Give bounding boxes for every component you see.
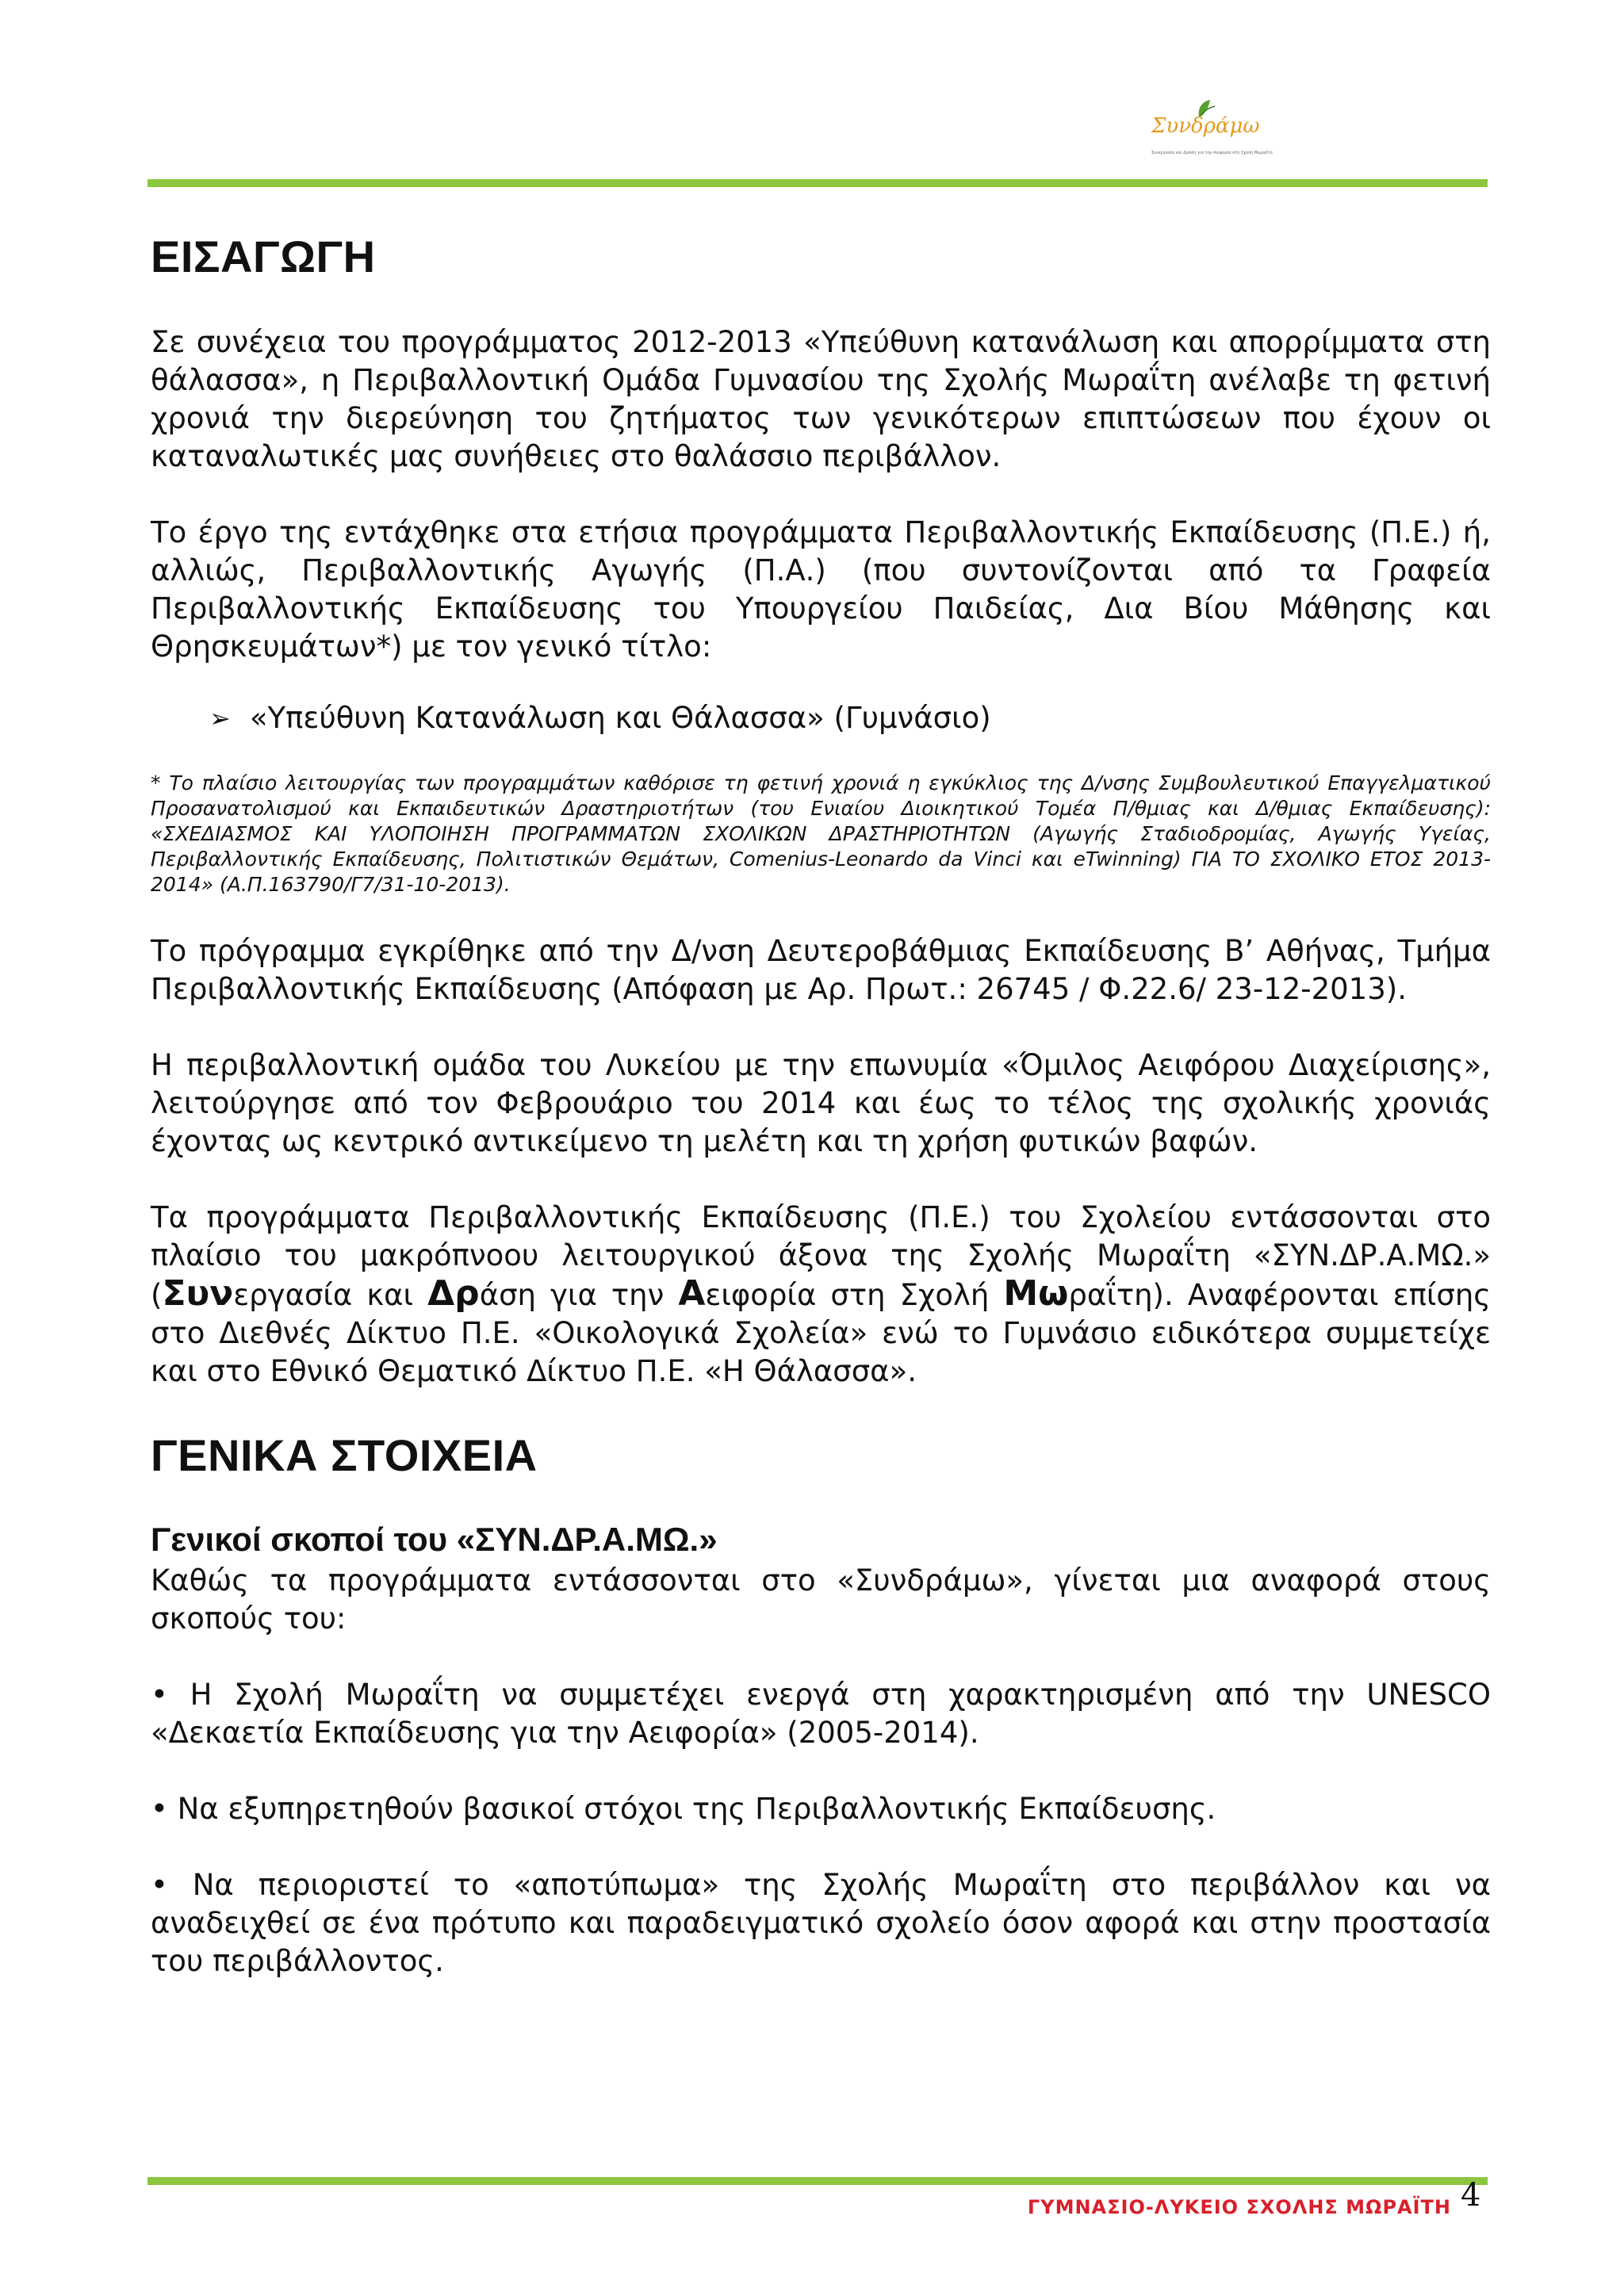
logo-text: Συνδράμω	[1151, 114, 1260, 138]
footer-rule	[147, 2177, 1488, 2185]
paragraph-3: Το πρόγραμμα εγκρίθηκε από την Δ/νση Δευτεροβάθμιας Εκπαίδευσης Β’ Αθήνας, Τμήμα Περιβαλλοντικής Εκπαίδευσης (Απόφαση με Αρ. Πρωτ.: 26745 / Φ.22.6/ 23-12-2013).	[151, 934, 1491, 1006]
goal-item: • Να περιοριστεί το «αποτύπωμα» της Σχολής Μωραΐτη στο περιβάλλον και να αναδειχθεί σε ένα πρότυπο και παραδειγματικό σχολείο όσον αφορά και στην προστασία του περιβάλλοντος.	[151, 1868, 1491, 1978]
program-title-item	[209, 699, 1491, 737]
program-title: «Υπεύθυνη Κατανάλωση και Θάλασσα» (Γυμνάσιο)	[249, 701, 991, 735]
bullet-dot-icon: •	[151, 1868, 193, 1902]
subsection-title-goals: Γενικοί σκοποί του «ΣΥΝ.ΔΡ.Α.ΜΩ.»	[151, 1521, 718, 1558]
page-number: 4	[1461, 2177, 1481, 2214]
header-rule	[147, 179, 1488, 187]
logo-subtitle: Συνεργασία και Δράση για την Αειφορία στη Σχολή Μωραΐτη	[1151, 151, 1273, 155]
section-title-introduction: ΕΙΣΑΓΩΓΗ	[151, 232, 376, 281]
section-title-general: ΓΕΝΙΚΑ ΣΤΟΙΧΕΙΑ	[151, 1430, 538, 1480]
page-content	[151, 228, 1491, 1980]
footnote: * Το πλαίσιο λειτουργίας των προγραμμάτων καθόρισε τη φετινή χρονιά η εγκύκλιος της Δ/νσης Συμβουλευτικού Επαγγελματικού Προσανατολισμού και Εκπαιδευτικών Δραστηριοτήτων (του Ενιαίου Διοικητικού Τομέα Π/θμιας και Δ/θμιας Εκπαίδευσης): «ΣΧΕΔΙΑΣΜΟΣ ΚΑΙ ΥΛΟΠΟΙΗΣΗ ΠΡΟΓΡΑΜΜΑΤΩΝ ΣΧΟΛΙΚΩΝ ΔΡΑΣΤΗΡΙΟΤΗΤΩΝ (Αγωγής Σταδιοδρομίας, Αγωγής Υγείας, Περιβαλλοντικής Εκπαίδευσης, Πολιτιστικών Θεμάτων, Comenius-Leonardo da Vinci και eTwinning) ΓΙΑ ΤΟ ΣΧΟΛΙΚΟ ΕΤΟΣ 2013-2014» (Α.Π.163790/Γ7/31-10-2013).	[151, 771, 1491, 896]
paragraph-2: Το έργο της εντάχθηκε στα ετήσια προγράμματα Περιβαλλοντικής Εκπαίδευσης (Π.Ε.) ή, αλλιώς, Περιβαλλοντικής Αγωγής (Π.Α.) (που συντονίζονται από τα Γραφεία Περιβαλλοντικής Εκπαίδευσης του Υπουργείου Παιδείας, Δια Βίου Μάθησης και Θρησκευμάτων*) με τον γενικό τίτλο:	[151, 515, 1491, 664]
paragraph-4: Η περιβαλλοντική ομάδα του Λυκείου με την επωνυμία «Όμιλος Αειφόρου Διαχείρισης», λειτούργησε από τον Φεβρουάριο του 2014 και έως το τέλος της σχολικής χρονιάς έχοντας ως κεντρικό αντικείμενο τη μελέτη και τη χρήση φυτικών βαφών.	[151, 1048, 1491, 1158]
bullet-dot-icon: •	[151, 1792, 178, 1826]
bullet-dot-icon: •	[151, 1678, 190, 1712]
goal-item: • Η Σχολή Μωραΐτη να συμμετέχει ενεργά στη χαρακτηρισμένη από την UNESCO «Δεκαετία Εκπαίδευσης για την Αειφορία» (2005-2014).	[151, 1678, 1491, 1750]
arrow-bullet-icon: ➢	[209, 703, 231, 733]
paragraph-1: Σε συνέχεια του προγράμματος 2012-2013 «Υπεύθυνη κατανάλωση και απορρίμματα στη θάλασσα», η Περιβαλλοντική Ομάδα Γυμνασίου της Σχολής Μωραΐτη ανέλαβε τη φετινή χρονιά την διερεύνηση του ζητήματος των γενικότερων επιπτώσεων που έχουν οι καταναλωτικές μας συνήθειες στο θαλάσσιο περιβάλλον.	[151, 325, 1491, 473]
footer-school-name: ΓΥΜΝΑΣΙΟ-ΛΥΚΕΙΟ ΣΧΟΛΗΣ ΜΩΡΑΪΤΗ	[1027, 2196, 1451, 2218]
paragraph-5: Τα προγράμματα Περιβαλλοντικής Εκπαίδευσης (Π.Ε.) του Σχολείου εντάσσονται στο πλαίσιο του μακρόπνοου λειτουργικού άξονα της Σχολής Μωραΐτη «ΣΥΝ.ΔΡ.Α.ΜΩ.» (Συνεργασία και Δράση για την Αειφορία στη Σχολή Μωραΐτη). Αναφέρονται επίσης στο Διεθνές Δίκτυο Π.Ε. «Οικολογικά Σχολεία» ενώ το Γυμνάσιο ειδικότερα συμμετείχε και στο Εθνικό Θεματικό Δίκτυο Π.Ε. «Η Θάλασσα».	[151, 1200, 1491, 1388]
goal-item: • Να εξυπηρετηθούν βασικοί στόχοι της Περιβαλλοντικής Εκπαίδευσης.	[151, 1792, 1216, 1826]
logo	[1151, 97, 1273, 170]
goals-intro: Καθώς τα προγράμματα εντάσσονται στο «Συνδράμω», γίνεται μια αναφορά στους σκοπούς του:	[151, 1563, 1491, 1636]
